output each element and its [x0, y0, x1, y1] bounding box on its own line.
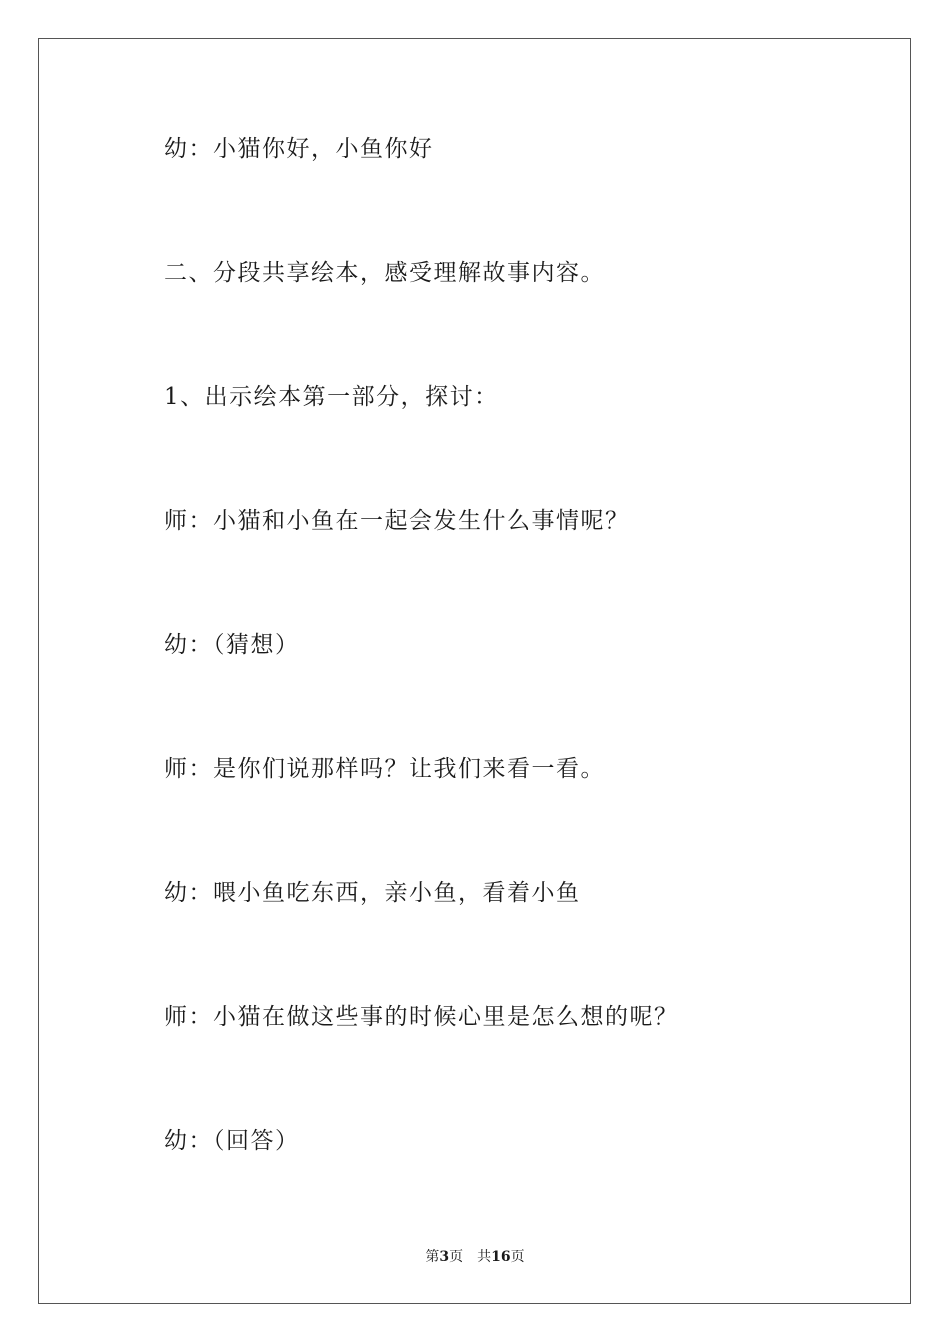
dialogue-line-4: 师：是你们说那样吗？让我们来看一看。 [164, 756, 605, 782]
total-suffix: 页 [510, 1249, 525, 1265]
page-suffix: 页 [449, 1249, 464, 1265]
dialogue-line-6: 师：小猫在做这些事的时候心里是怎么想的呢？ [164, 1004, 679, 1030]
page-prefix: 第 [425, 1249, 440, 1265]
page-border [38, 38, 911, 1304]
total-pages-number: 16 [491, 1249, 511, 1265]
dialogue-line-3: 幼：（猜想） [164, 632, 300, 658]
dialogue-line-1: 幼：小猫你好，小鱼你好 [164, 136, 434, 162]
dialogue-line-7: 幼：（回答） [164, 1128, 300, 1154]
section-heading-2: 二、分段共享绘本，感受理解故事内容。 [164, 260, 605, 286]
total-prefix: 共 [477, 1249, 492, 1265]
dialogue-line-2: 师：小猫和小鱼在一起会发生什么事情呢？ [164, 508, 630, 534]
page-footer [0, 1248, 950, 1266]
current-page-number: 3 [439, 1249, 450, 1265]
dialogue-line-5: 幼：喂小鱼吃东西，亲小鱼，看着小鱼 [164, 880, 581, 906]
step-heading-1: 1、出示绘本第一部分，探讨： [164, 384, 499, 410]
